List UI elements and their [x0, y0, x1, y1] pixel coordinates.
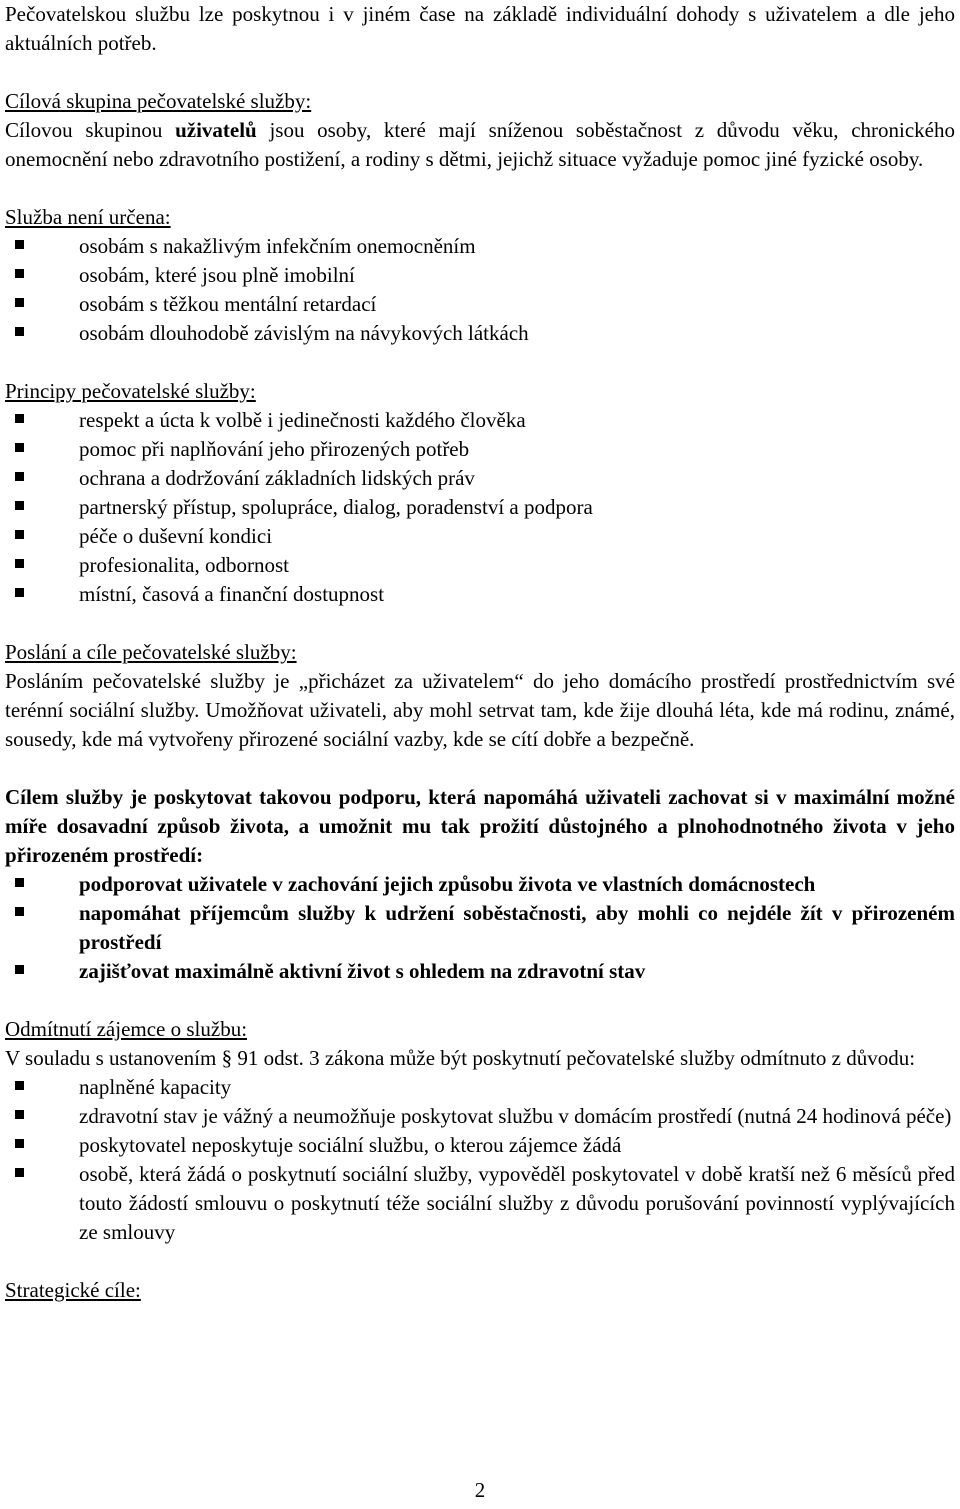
list-item: osobám s nakažlivým infekčním onemocněním: [5, 232, 955, 261]
square-bullet-icon: [15, 907, 24, 916]
square-bullet-icon: [15, 965, 24, 974]
square-bullet-icon: [15, 240, 24, 249]
list-item: místní, časová a finanční dostupnost: [5, 580, 955, 609]
square-bullet-icon: [15, 414, 24, 423]
square-bullet-icon: [15, 327, 24, 336]
list-item: naplněné kapacity: [5, 1073, 955, 1102]
square-bullet-icon: [15, 443, 24, 452]
square-bullet-icon: [15, 559, 24, 568]
list-item: ochrana a dodržování základních lidských práv: [5, 464, 955, 493]
list-item: osobě, která žádá o poskytnutí sociální služby, vypověděl poskytovatel v době kratší než 6 měsíců před touto žádostí smlouvu o poskytnutí téže sociální služby z důvodu porušování povinností vyplývajících ze smlouvy: [5, 1160, 955, 1247]
square-bullet-icon: [15, 1110, 24, 1119]
principles-section: [5, 377, 955, 609]
list-item: osobám, které jsou plně imobilní: [5, 261, 955, 290]
not-intended-list: [5, 232, 955, 348]
not-intended-heading: Služba není určena:: [5, 205, 171, 229]
mission-paragraph: Posláním pečovatelské služby je „přicházet za uživatelem“ do jeho domácího prostředí prostřednictvím své terénní sociální služby. Umožňovat uživateli, aby mohl setrvat tam, kde žije dlouhá léta, kde má rodinu, známé, sousedy, kde má vytvořeny přirozené sociální vazby, kde se cítí dobře a bezpečně.: [5, 669, 955, 751]
list-item: partnerský přístup, spolupráce, dialog, poradenství a podpora: [5, 493, 955, 522]
list-item: osobám dlouhodobě závislým na návykových látkách: [5, 319, 955, 348]
square-bullet-icon: [15, 1081, 24, 1090]
intro-paragraph: Pečovatelskou službu lze poskytnou i v jiném čase na základě individuální dohody s uživatelem a dle jeho aktuálních potřeb.: [5, 2, 955, 55]
not-intended-section: [5, 203, 955, 348]
square-bullet-icon: [15, 1168, 24, 1177]
goal-list: [5, 870, 955, 986]
page-number: 2: [474, 1478, 486, 1502]
goal-paragraph: Cílem služby je poskytovat takovou podporu, která napomáhá uživateli zachovat si v maximální možné míře dosavadní způsob života, a umožnit mu tak prožití důstojného a plnohodnotného života v jeho přirozeném prostředí:: [5, 785, 955, 867]
list-item: pomoc při naplňování jeho přirozených potřeb: [5, 435, 955, 464]
principles-list: [5, 406, 955, 609]
refusal-paragraph: V souladu s ustanovením § 91 odst. 3 zákona může být poskytnutí pečovatelské služby odmítnuto z důvodu:: [5, 1046, 916, 1070]
refusal-list: [5, 1073, 955, 1247]
refusal-section: [5, 1015, 955, 1247]
list-item: zajišťovat maximálně aktivní život s ohledem na zdravotní stav: [5, 957, 955, 986]
square-bullet-icon: [15, 501, 24, 510]
target-group-paragraph: Cílovou skupinou uživatelů jsou osoby, které mají sníženou soběstačnost z důvodu věku, chronického onemocnění nebo zdravotního postižení, a rodiny s dětmi, jejichž situace vyžaduje pomoc jiné fyzické osoby.: [5, 118, 956, 171]
list-item: poskytovatel neposkytuje sociální službu, o kterou zájemce žádá: [5, 1131, 955, 1160]
goal-section: [5, 783, 955, 986]
target-group-heading: Cílová skupina pečovatelské služby:: [5, 89, 312, 113]
square-bullet-icon: [15, 588, 24, 597]
refusal-heading: Odmítnutí zájemce o službu:: [5, 1017, 248, 1041]
list-item: péče o duševní kondici: [5, 522, 955, 551]
mission-section: [5, 638, 955, 754]
list-item: respekt a úcta k volbě i jedinečnosti každého člověka: [5, 406, 955, 435]
target-group-section: [5, 87, 955, 174]
list-item: osobám s těžkou mentální retardací: [5, 290, 955, 319]
strategic-heading: Strategické cíle:: [5, 1278, 141, 1302]
square-bullet-icon: [15, 298, 24, 307]
square-bullet-icon: [15, 878, 24, 887]
list-item: zdravotní stav je vážný a neumožňuje poskytovat službu v domácím prostředí (nutná 24 hodinová péče): [5, 1102, 955, 1131]
square-bullet-icon: [15, 530, 24, 539]
square-bullet-icon: [15, 1139, 24, 1148]
list-item: profesionalita, odbornost: [5, 551, 955, 580]
square-bullet-icon: [15, 269, 24, 278]
list-item: podporovat uživatele v zachování jejich způsobu života ve vlastních domácnostech: [5, 870, 955, 899]
square-bullet-icon: [15, 472, 24, 481]
principles-heading: Principy pečovatelské služby:: [5, 379, 256, 403]
mission-heading: Poslání a cíle pečovatelské služby:: [5, 640, 297, 664]
list-item: napomáhat příjemcům služby k udržení soběstačnosti, aby mohli co nejdéle žít v přirozeném prostředí: [5, 899, 955, 957]
document-page: [5, 0, 955, 1305]
